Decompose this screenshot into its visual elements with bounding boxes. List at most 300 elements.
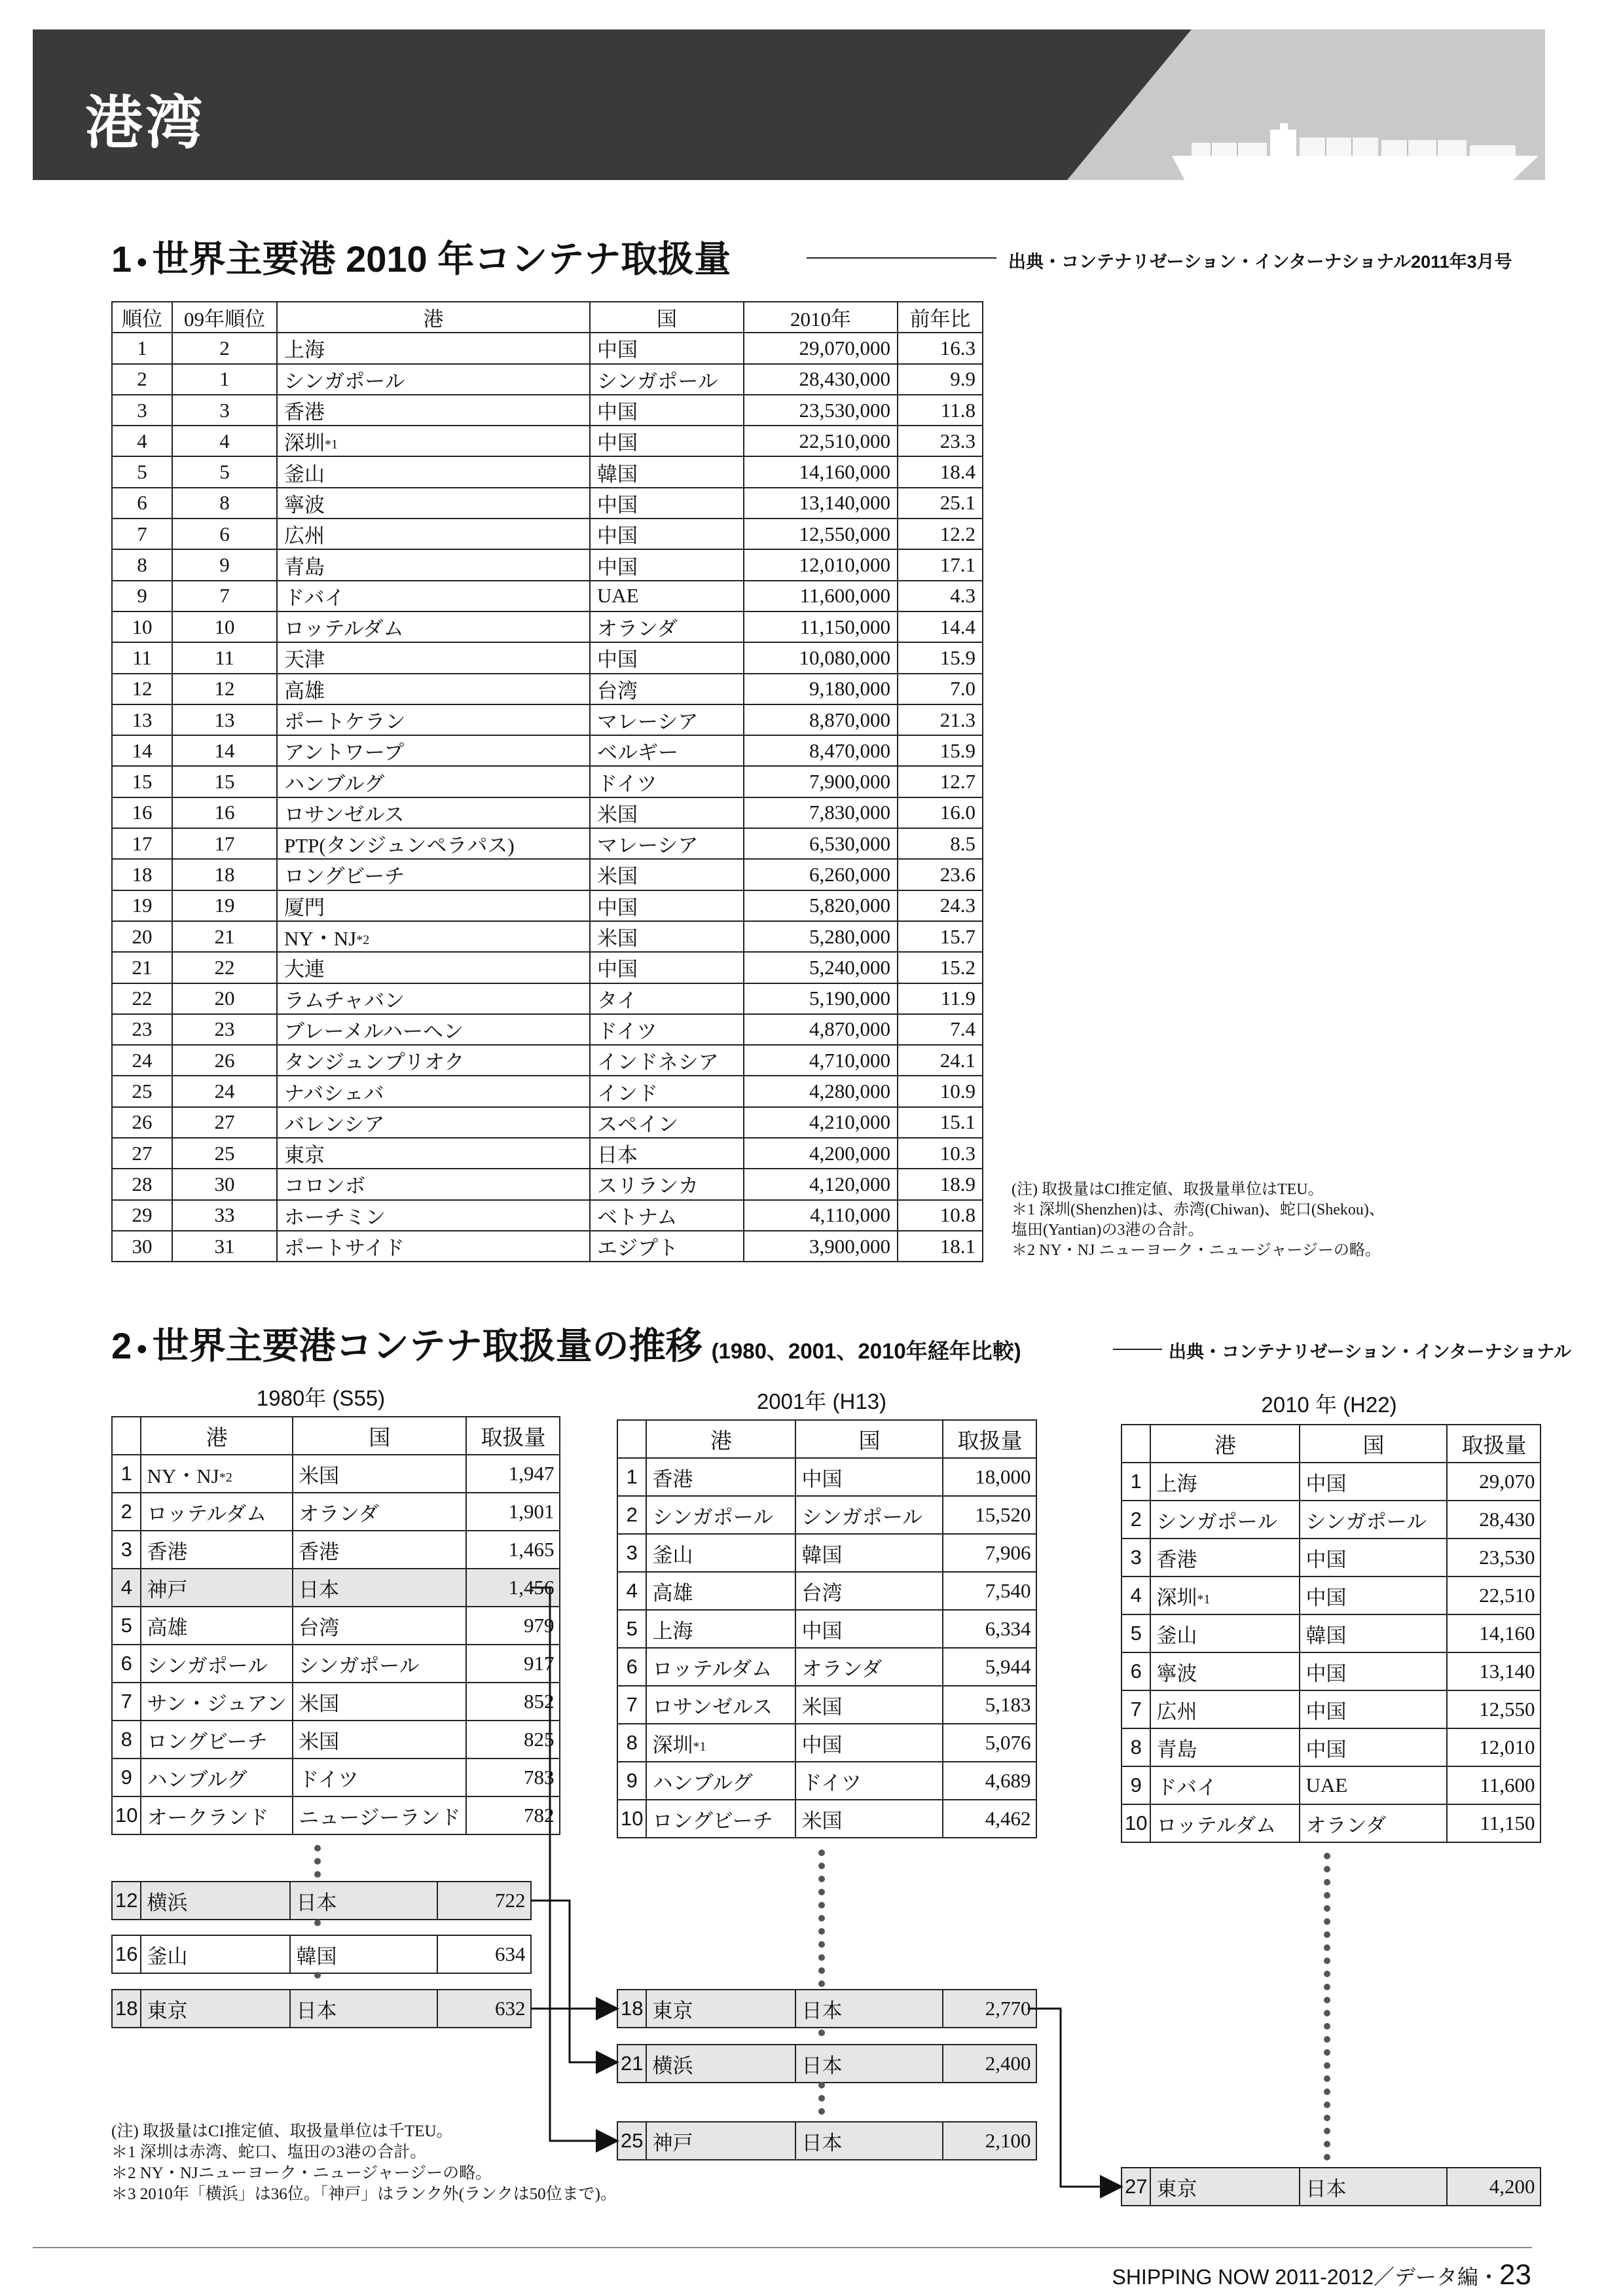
rank-cell: 10: [112, 611, 172, 642]
rank-cell: 1: [1122, 1463, 1150, 1501]
port-name: ロングビーチ: [652, 1809, 773, 1832]
country-cell: 中国: [590, 333, 744, 363]
port-name: シンガポール: [284, 369, 405, 393]
country-cell: ドイツ: [795, 1762, 943, 1800]
port-name: ナバシェバ: [284, 1082, 384, 1105]
rank-cell: 12: [112, 674, 172, 704]
rank-cell: 8: [1122, 1728, 1150, 1766]
port-name: 釜山: [652, 1543, 693, 1567]
note-line: (注) 取扱量はCI推定値、取扱量単位はTEU。: [1012, 1181, 1324, 1198]
rank-cell: 5: [617, 1610, 646, 1648]
country-cell: 日本: [290, 1990, 437, 2028]
port-name: 広州: [1156, 1700, 1197, 1723]
volume-cell: 22,510,000: [744, 426, 898, 456]
section1-source: 出典・コンテナリゼーション・インターナショナル2011年3月号: [1008, 252, 1512, 272]
rank-cell: 9: [112, 581, 172, 611]
footnote-mark: *1: [325, 437, 338, 452]
rank-cell: 3: [112, 395, 172, 426]
prev-rank-cell: 4: [172, 426, 277, 456]
volume-cell: 5,183: [943, 1686, 1036, 1724]
prev-rank-cell: 7: [172, 581, 277, 611]
port-name: シンガポール: [147, 1654, 268, 1677]
country-cell: オランダ: [293, 1493, 466, 1531]
rank-cell: 7: [112, 519, 172, 549]
volume-cell: 5,240,000: [744, 952, 898, 983]
port-name: ホーチミン: [284, 1205, 386, 1229]
prev-rank-cell: 27: [172, 1107, 277, 1138]
port-cell: 横浜: [141, 1882, 290, 1920]
volume-cell: 7,830,000: [744, 797, 898, 828]
country-cell: 米国: [293, 1683, 466, 1721]
country-cell: 韓国: [290, 1935, 437, 1973]
volume-cell: 1,465: [466, 1531, 560, 1569]
change-cell: 16.0: [898, 797, 983, 828]
country-cell: 中国: [795, 1458, 943, 1496]
rank-cell: 27: [1122, 2168, 1150, 2206]
page-footer: [1112, 2259, 1531, 2291]
port-cell: 東京: [646, 1990, 795, 2028]
port-name: 青島: [1156, 1738, 1197, 1761]
port-name: 高雄: [652, 1581, 693, 1605]
country-cell: 米国: [590, 797, 744, 828]
rank-cell: 7: [1122, 1690, 1150, 1728]
volume-cell: 2,100: [943, 2122, 1036, 2160]
port-name: 寧波: [284, 493, 325, 517]
port-name: バレンシア: [284, 1112, 385, 1136]
volume-cell: 632: [437, 1990, 531, 2028]
prev-rank-cell: 16: [172, 797, 277, 828]
port-cell: 東京: [141, 1990, 290, 2028]
prev-rank-cell: 21: [172, 921, 277, 952]
prev-rank-cell: 2: [172, 333, 277, 363]
change-cell: 11.8: [898, 395, 983, 426]
rank-cell: 2: [1122, 1501, 1150, 1539]
country-cell: 日本: [1300, 2168, 1447, 2206]
volume-cell: 4,200,000: [744, 1138, 898, 1169]
prev-rank-cell: 24: [172, 1076, 277, 1106]
change-cell: 7.4: [898, 1014, 983, 1045]
rank-cell: 18: [112, 1990, 141, 2028]
country-cell: 日本: [293, 1569, 466, 1607]
col-volume: 2010年: [744, 302, 898, 333]
col-prev-rank: 09年順位: [172, 302, 277, 333]
volume-cell: 28,430: [1447, 1501, 1541, 1539]
volume-cell: 722: [437, 1882, 531, 1920]
section2-number: 2: [111, 1325, 132, 1366]
country-cell: 日本: [590, 1138, 744, 1169]
rank-cell: 18: [617, 1990, 646, 2028]
port-name: 深圳: [652, 1733, 693, 1757]
volume-cell: 18,000: [943, 1458, 1036, 1496]
country-cell: 中国: [590, 488, 744, 519]
footnote-mark: *2: [356, 933, 370, 948]
volume-cell: 4,689: [943, 1762, 1036, 1800]
port-name: NY・NJ: [147, 1464, 219, 1487]
port-name: 釜山: [1156, 1624, 1197, 1647]
country-cell: 中国: [590, 952, 744, 983]
change-cell: 10.8: [898, 1200, 983, 1231]
rank-cell: 17: [112, 828, 172, 859]
change-cell: 18.4: [898, 456, 983, 487]
footnote-mark: *1: [693, 1739, 706, 1754]
volume-cell: 10,080,000: [744, 642, 898, 673]
footer-rule: [33, 2247, 1532, 2248]
port-name: ハンブルグ: [147, 1768, 247, 1791]
port-name: 釜山: [284, 462, 325, 486]
change-cell: 25.1: [898, 488, 983, 519]
prev-rank-cell: 10: [172, 611, 277, 642]
change-cell: 15.2: [898, 952, 983, 983]
col-volume: 取扱量: [1447, 1425, 1541, 1463]
volume-cell: 28,430,000: [744, 364, 898, 395]
country-cell: インド: [590, 1076, 744, 1106]
change-cell: 7.0: [898, 674, 983, 704]
port-name: タンジュンプリオク: [284, 1051, 465, 1074]
country-cell: 米国: [795, 1686, 943, 1724]
volume-cell: 6,530,000: [744, 828, 898, 859]
country-cell: 中国: [590, 890, 744, 921]
year-label-2010: 2010 年 (H22): [1261, 1393, 1397, 1417]
col-port: 港: [646, 1420, 795, 1458]
rank-cell: 11: [112, 642, 172, 673]
volume-cell: 12,010: [1447, 1728, 1541, 1766]
rank-cell: 22: [112, 983, 172, 1014]
country-cell: UAE: [590, 581, 744, 611]
volume-cell: 11,600: [1447, 1766, 1541, 1804]
volume-cell: 11,150,000: [744, 611, 898, 642]
section1-title: 世界主要港 2010 年コンテナ取扱量: [152, 238, 731, 280]
prev-rank-cell: 3: [172, 395, 277, 426]
country-cell: 中国: [1300, 1652, 1447, 1690]
port-name: シンガポール: [652, 1505, 774, 1529]
volume-cell: 29,070,000: [744, 333, 898, 363]
volume-cell: 3,900,000: [744, 1231, 898, 1262]
rank-cell: 18: [112, 859, 172, 890]
country-cell: 台湾: [293, 1607, 466, 1645]
port-name: 大連: [284, 958, 325, 981]
country-cell: オランダ: [1300, 1804, 1447, 1842]
volume-cell: 12,010,000: [744, 549, 898, 580]
footnote-mark: *1: [1197, 1592, 1211, 1607]
country-cell: 中国: [590, 549, 744, 580]
rank-cell: 8: [112, 549, 172, 580]
prev-rank-cell: 5: [172, 456, 277, 487]
note-line: ＊3 2010年「横浜」は36位。「神戸」はランク外(ランクは50位まで)。: [111, 2185, 617, 2203]
prev-rank-cell: 19: [172, 890, 277, 921]
rank-cell: 1: [617, 1458, 646, 1496]
prev-rank-cell: 25: [172, 1138, 277, 1169]
volume-cell: 6,260,000: [744, 859, 898, 890]
port-name: PTP(タンジュンペラパス): [284, 834, 515, 858]
rank-cell: 19: [112, 890, 172, 921]
port-name: 高雄: [284, 679, 325, 702]
country-cell: ベトナム: [590, 1200, 744, 1231]
volume-cell: 15,520: [943, 1496, 1036, 1534]
col-country: 国: [1300, 1425, 1447, 1463]
country-cell: 日本: [795, 2122, 943, 2160]
port-name: 厦門: [284, 896, 325, 919]
prev-rank-cell: 26: [172, 1045, 277, 1076]
rank-cell: 5: [1122, 1614, 1150, 1652]
change-cell: 15.9: [898, 642, 983, 673]
rank-cell: 14: [112, 735, 172, 766]
port-name: ロッテルダム: [284, 617, 404, 641]
volume-cell: 6,334: [943, 1610, 1036, 1648]
volume-cell: 29,070: [1447, 1463, 1541, 1501]
prev-rank-cell: 13: [172, 704, 277, 735]
rank-cell: 1: [112, 333, 172, 363]
rank-cell: 4: [617, 1572, 646, 1610]
col-port: 港: [277, 302, 590, 333]
volume-cell: 14,160,000: [744, 456, 898, 487]
section1-heading: 1 • 世界主要港 2010 年コンテナ取扱量: [111, 238, 731, 280]
volume-cell: 4,280,000: [744, 1076, 898, 1106]
prev-rank-cell: 18: [172, 859, 277, 890]
rank-cell: 15: [112, 766, 172, 797]
change-cell: 23.3: [898, 426, 983, 456]
country-cell: シンガポール: [795, 1496, 943, 1534]
col-volume: 取扱量: [466, 1417, 560, 1455]
country-cell: 米国: [293, 1721, 466, 1758]
prev-rank-cell: 14: [172, 735, 277, 766]
port-name: 香港: [147, 1540, 188, 1563]
volume-cell: 825: [466, 1721, 560, 1758]
year-label-2001: 2001年 (H13): [756, 1389, 887, 1413]
volume-cell: 4,210,000: [744, 1107, 898, 1138]
port-cell: 横浜: [646, 2045, 795, 2083]
note-line: (注) 取扱量はCI推定値、取扱量単位は千TEU。: [111, 2123, 453, 2140]
country-cell: シンガポール: [590, 364, 744, 395]
rank-cell: 10: [1122, 1804, 1150, 1842]
port-name: 神戸: [147, 1578, 188, 1601]
port-name: ロングビーチ: [147, 1730, 268, 1753]
volume-cell: 5,944: [943, 1648, 1036, 1686]
port-name: シンガポール: [1156, 1510, 1278, 1533]
prev-rank-cell: 33: [172, 1200, 277, 1231]
country-cell: スペイン: [590, 1107, 744, 1138]
change-cell: 21.3: [898, 704, 983, 735]
port-name: 天津: [284, 648, 325, 672]
volume-cell: 852: [466, 1683, 560, 1721]
change-cell: 24.1: [898, 1045, 983, 1076]
change-cell: 8.5: [898, 828, 983, 859]
country-cell: 韓国: [795, 1534, 943, 1572]
port-name: ハンブルグ: [284, 772, 385, 795]
prev-rank-cell: 9: [172, 549, 277, 580]
port-name: 上海: [652, 1619, 693, 1643]
country-cell: ニュージーランド: [293, 1796, 466, 1834]
country-cell: 米国: [590, 921, 744, 952]
country-cell: 中国: [1300, 1539, 1447, 1576]
volume-cell: 782: [466, 1796, 560, 1834]
change-cell: 23.6: [898, 859, 983, 890]
rank-cell: 9: [617, 1762, 646, 1800]
port-name: ポートサイド: [284, 1237, 405, 1260]
note-line: 塩田(Yantian)の3港の合計。: [1012, 1222, 1204, 1239]
rank-cell: 3: [112, 1531, 141, 1569]
rank-cell: 10: [112, 1796, 141, 1834]
country-cell: 台湾: [590, 674, 744, 704]
rank-cell: 2: [112, 1493, 141, 1531]
volume-cell: 8,870,000: [744, 704, 898, 735]
port-name: ロサンゼルス: [284, 803, 405, 826]
country-cell: ドイツ: [590, 766, 744, 797]
change-cell: 12.7: [898, 766, 983, 797]
prev-rank-cell: 23: [172, 1014, 277, 1045]
port-name: 寧波: [1156, 1662, 1197, 1685]
port-name: ロッテルダム: [1156, 1813, 1277, 1837]
col-change: 前年比: [898, 302, 983, 333]
country-cell: 日本: [290, 1882, 437, 1920]
rank-cell: 29: [112, 1200, 172, 1231]
port-name: オークランド: [147, 1806, 269, 1829]
country-cell: 中国: [590, 642, 744, 673]
change-cell: 15.1: [898, 1107, 983, 1138]
rank-cell: 6: [1122, 1652, 1150, 1690]
rank-cell: 3: [1122, 1539, 1150, 1576]
change-cell: 12.2: [898, 519, 983, 549]
port-name: コロンボ: [284, 1175, 365, 1198]
volume-cell: 2,770: [943, 1990, 1036, 2028]
prev-rank-cell: 22: [172, 952, 277, 983]
change-cell: 18.1: [898, 1231, 983, 1262]
change-cell: 15.7: [898, 921, 983, 952]
port-name: 上海: [1156, 1472, 1197, 1495]
rank-cell: 7: [112, 1683, 141, 1721]
change-cell: 4.3: [898, 581, 983, 611]
port-name: 広州: [284, 524, 325, 548]
volume-cell: 634: [437, 1935, 531, 1973]
port-name: 香港: [652, 1467, 693, 1491]
country-cell: 中国: [1300, 1690, 1447, 1728]
rank-cell: 23: [112, 1014, 172, 1045]
port-name: ドバイ: [284, 586, 345, 610]
change-cell: 17.1: [898, 549, 983, 580]
rank-cell: 16: [112, 1935, 141, 1973]
rank-cell: 4: [1122, 1576, 1150, 1614]
note-line: ＊2 NY・NJニューヨーク・ニュージャージーの略。: [111, 2164, 492, 2182]
volume-cell: 4,200: [1447, 2168, 1541, 2206]
prev-rank-cell: 12: [172, 674, 277, 704]
volume-cell: 5,280,000: [744, 921, 898, 952]
rank-cell: 2: [617, 1496, 646, 1534]
prev-rank-cell: 20: [172, 983, 277, 1014]
country-cell: 韓国: [1300, 1614, 1447, 1652]
footnote-mark: *2: [219, 1470, 232, 1485]
rank-cell: 5: [112, 456, 172, 487]
rank-cell: 16: [112, 797, 172, 828]
section1-number: 1: [111, 238, 132, 280]
port-name: ポートケラン: [284, 710, 406, 733]
country-cell: 中国: [590, 395, 744, 426]
rank-cell: 10: [617, 1800, 646, 1838]
rank-cell: 26: [112, 1107, 172, 1138]
section2-subtitle: (1980、2001、2010年経年比較): [711, 1339, 1021, 1363]
port-name: ハンブルグ: [652, 1771, 753, 1795]
country-cell: 香港: [293, 1531, 466, 1569]
change-cell: 11.9: [898, 983, 983, 1014]
page-title: 港湾: [85, 90, 206, 155]
volume-cell: 13,140: [1447, 1652, 1541, 1690]
prev-rank-cell: 31: [172, 1231, 277, 1262]
country-cell: 日本: [795, 2045, 943, 2083]
rank-cell: 9: [112, 1758, 141, 1796]
volume-cell: 12,550,000: [744, 519, 898, 549]
col-rank: 順位: [112, 302, 172, 333]
rank-cell: 27: [112, 1138, 172, 1169]
country-cell: 中国: [795, 1724, 943, 1762]
country-cell: マレーシア: [590, 704, 744, 735]
port-cell: 神戸: [646, 2122, 795, 2160]
port-name: ドバイ: [1156, 1776, 1217, 1799]
country-cell: ドイツ: [293, 1758, 466, 1796]
country-cell: エジプト: [590, 1231, 744, 1262]
note-line: ＊1 深圳は赤湾、蛇口、塩田の3港の合計。: [111, 2143, 427, 2161]
col-port: 港: [141, 1417, 293, 1455]
rank-cell: 21: [112, 952, 172, 983]
country-cell: 中国: [1300, 1728, 1447, 1766]
rank-cell: 8: [617, 1724, 646, 1762]
col-country: 国: [590, 302, 744, 333]
port-name: ロッテルダム: [147, 1502, 267, 1525]
volume-cell: 5,190,000: [744, 983, 898, 1014]
country-cell: オランダ: [795, 1648, 943, 1686]
rank-cell: 1: [112, 1455, 141, 1493]
rank-cell: 6: [112, 1645, 141, 1683]
rank-cell: 30: [112, 1231, 172, 1262]
volume-cell: 917: [466, 1645, 560, 1683]
country-cell: 米国: [590, 859, 744, 890]
port-name: 香港: [284, 401, 325, 424]
rank-cell: 6: [617, 1648, 646, 1686]
rank-cell: 25: [112, 1076, 172, 1106]
country-cell: 米国: [293, 1455, 466, 1493]
country-cell: 台湾: [795, 1572, 943, 1610]
volume-cell: 23,530,000: [744, 395, 898, 426]
country-cell: タイ: [590, 983, 744, 1014]
prev-rank-cell: 6: [172, 519, 277, 549]
port-name: 深圳: [284, 431, 325, 455]
port-name: 東京: [284, 1144, 325, 1167]
country-cell: 米国: [795, 1800, 943, 1838]
country-cell: インドネシア: [590, 1045, 744, 1076]
rank-cell: 3: [617, 1534, 646, 1572]
port-name: ロングビーチ: [284, 865, 405, 888]
country-cell: 中国: [795, 1610, 943, 1648]
port-name: ブレーメルハーヘン: [284, 1019, 464, 1043]
prev-rank-cell: 30: [172, 1169, 277, 1199]
rank-cell: 7: [617, 1686, 646, 1724]
prev-rank-cell: 17: [172, 828, 277, 859]
country-cell: 中国: [1300, 1576, 1447, 1614]
country-cell: シンガポール: [293, 1645, 466, 1683]
rank-cell: 28: [112, 1169, 172, 1199]
port-name: 高雄: [147, 1616, 188, 1639]
volume-cell: 4,870,000: [744, 1014, 898, 1045]
change-cell: 10.9: [898, 1076, 983, 1106]
volume-cell: 1,456: [466, 1569, 560, 1607]
section2-title: 世界主要港コンテナ取扱量の推移: [152, 1325, 702, 1366]
rank-cell: 12: [112, 1882, 141, 1920]
country-cell: 日本: [795, 1990, 943, 2028]
volume-cell: 9,180,000: [744, 674, 898, 704]
country-cell: 韓国: [590, 456, 744, 487]
col-volume: 取扱量: [943, 1420, 1036, 1458]
volume-cell: 5,076: [943, 1724, 1036, 1762]
rank-cell: 24: [112, 1045, 172, 1076]
rank-cell: 13: [112, 704, 172, 735]
change-cell: 14.4: [898, 611, 983, 642]
